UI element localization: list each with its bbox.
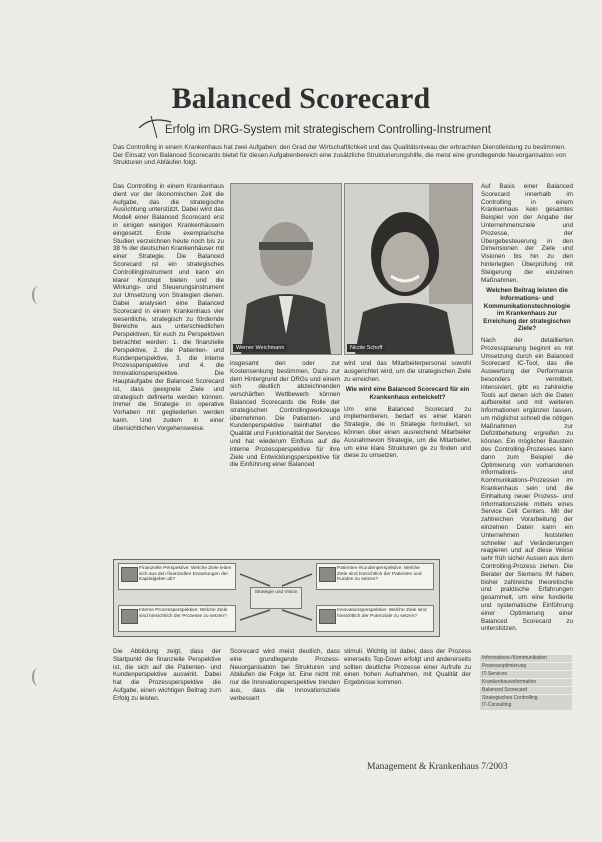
balanced-scorecard-diagram xyxy=(113,559,440,637)
keyword-line: Prozessoptimierung xyxy=(480,663,572,670)
bottom-column-3: stimuli. Wichtig ist dabei, dass der Prozess einerseits Top-Down erfolgt und andererseits sollten deutliche Prozesse einer Aufrufe zu einen hohen Aufnahmen, mit Qualität der Ergebnisse kommen. xyxy=(344,648,471,687)
subtitle-row xyxy=(143,122,583,142)
body-column-4 xyxy=(481,183,573,649)
portrait-photo-1 xyxy=(230,183,342,355)
diagram-box-text: Innovationsperspektive: Welche Ziele sind hinsichtlich der Potenziale zu setzen? xyxy=(337,608,427,619)
diagram-box-customer xyxy=(316,563,434,590)
portrait-image xyxy=(231,184,341,354)
portrait-photo-2 xyxy=(344,183,473,355)
diagram-box-text: Finanzielle Perspektive: Welche Ziele leiten sich aus den finanziellen Erwartungen der Kapitalgeber ab? xyxy=(139,566,232,583)
diagram-box-text: Interne Prozessperspektive: Welche Ziele sind hinsichtlich der Prozesse zu setzen? xyxy=(139,608,228,619)
punch-hole-mark xyxy=(32,286,44,304)
body-column-2: insgesamt den oder zur Kostensenkung bestimmen. Dazu zur dem Hintergrund der DRGs und einem sich deutlich abzeichnenden verschärften Wettbewerb können Balanced Scorecards die Rolle der strategischen Controllingwerkzeuge übernehmen. Die Patienten- und Kundenperspektive beinhaltet die Qualität und Funktionalität der Services und hat wiederum Einfluss auf die interne Prozessperspektive für ihre Ziele und Entwicklungsperspektive für die Einführung einer Balanced xyxy=(230,360,340,469)
col4-paragraph: Nach der detaillierten Prozessplanung beginnt es mit Umsetzung durch ein Balanced Scorecard IC-Tool, das die Auswertung der Performance besonders vermittelt, intensiviert, gibt es zahlreiche Tools auf denen sich die Daten aufbereitet und mit weiteren Informationen ergänzen lassen, um möglichst schnell die nötigen Maßnahmen zur Defizitbehebung ergreifen zu können. Ein möglicher Baustein des Controlling-Prozesses kann dann zum Beispiel die Optimierung von vorhandenen Informations- und Kommunikations-Prozessen im Krankenhaus sein und die Einhaltung neuer Prozess- und Informationsziele mittels eines Service Cell Centers. Mit der zahlreichen Vorarbeitung der einzelnen Daten kann ein Unternehmen feststellen schneller auf Veränderungen reagieren und auf diese Weise sehr früh sicher Aussen aus dem Controlling-Prozess ziehen. Die Berater der Siemens IM haben bisher zahlreiche theoretische und praktische Erfahrungen gesammelt, um eine fundierte und systematische Einführung einer Optimierung einer Balanced Scorecard zu unterstützen. xyxy=(481,336,573,633)
keyword-line: Balanced Scorecard xyxy=(480,687,572,694)
diagram-box-innovation xyxy=(316,605,434,632)
question-heading: Welchen Beitrag leisten die Informations- und Kommunikationstechnologie im Krankenhaus zur Erreichung der strategischen Ziele? xyxy=(483,287,571,333)
article-title: Balanced Scorecard xyxy=(171,82,431,115)
question-heading: Wie wird eine Balanced Scorecard für ein Krankenhaus entwickelt? xyxy=(345,386,470,401)
perspective-icon xyxy=(319,567,336,582)
diagram-box-financial xyxy=(118,563,236,590)
col4-paragraph: Auf Basis einer Balanced Scorecard innerhalb im Controlling in einem Krankenhaus kein gesamtes Beispiel von der Angabe der Unternehmensziele und Prozesse, der Übergebesteuerung in den Dimensionen der Ziele und Visionen bis hin zu den hinterlegten Überprüfung mit Steigerung der einzelnen Maßnahmen. xyxy=(481,183,573,284)
perspective-icon xyxy=(121,567,138,582)
photo-caption: Werner Weichmann xyxy=(233,344,287,352)
keyword-sidebar xyxy=(480,655,572,708)
keyword-line: IT-Consulting xyxy=(480,702,572,709)
punch-hole-mark xyxy=(32,668,44,686)
col3-paragraph: wird und das Mitarbeiterpersonal sowohl ausgerichtet wird, um die strategischen Ziele zu erreichen. xyxy=(344,360,471,383)
bottom-column-1: Die Abbildung zeigt, dass der Startpunkt die finanzielle Perspektive ist, die sich auf die Patienten- und Kundenperspektive auswirkt. Dabei hat die Prozessperspektive die Aufgabe, einen wichtigen Beitrag zum Erfolg zu leisten. xyxy=(113,648,221,702)
keyword-line: Krankenhausinformation xyxy=(480,679,572,686)
portrait-image xyxy=(345,184,472,354)
article-intro: Das Controlling in einem Krankenhaus hat zwei Aufgaben: den Grad der Wirtschaftlichkeit und das Qualitätsniveau der erbrachten Dienstleistung zu bestimmen. Der Einsatz von Balanced Scorecards bietet für diesen Aufgabenbereich eine zusätzliche Strukturierungshilfe, die meist eine grundlegende Neuorganisation von Strukturen und Abläufen folgt. xyxy=(113,144,566,167)
bottom-column-2: Scorecard wird meist deutlich, dass eine grundlegende Prozess-Neuorganisation bei Strukturen und Abläufen die Folge ist. Eine nicht mit nur die Innovationsperspektive trenden aus, dass die Innovationsziele verbessert xyxy=(230,648,340,702)
body-column-3 xyxy=(344,360,471,550)
article-subtitle: Erfolg im DRG-System mit strategischem Controlling-Instrument xyxy=(165,124,491,136)
keyword-line: Strategisches Controlling xyxy=(480,695,572,702)
page-footer: Management & Krankenhaus 7/2003 xyxy=(367,762,508,772)
diagram-box-text: Patienten-/Kundenperspektive: Welche Ziele sind hinsichtlich der Patienten und Kunden zu setzen? xyxy=(337,566,422,583)
col3-paragraph: Um eine Balanced Scorecard zu implementieren, bedarf es einer klaren Strategie, die in Strategie formuliert, so können über einen ausreichend Mitarbeiter Ausnahmevon Strategie, um die Mitarbeiter, um eine klare Strukturen ge zu finden und diese zu umsetzen. xyxy=(344,405,471,460)
keyword-line: IT-Services xyxy=(480,671,572,678)
perspective-icon xyxy=(121,609,138,624)
keyword-line: Informations-/Kommunikation xyxy=(480,655,572,662)
diagram-box-process xyxy=(118,605,236,632)
body-column-1: Das Controlling in einem Krankenhaus dient vor der ökonomischen Zeit die Aufgabe, das die strategische Ausrichtung unterstützt. Dabei wird das Modell einer Balanced Scorecard erst in einigen wenigen Krankenhäusern eingesetzt. Erste exemplarische Studien verzeichnen heute noch bis zu 38 % der deutschen Krankenhäuser mit einer Strategie. Die Balanced Scorecard ist ein strategisches Controllinginstrument und kann ein klarer Konzept bieten und die Wirkungs- und Steuerungsinstrument zur Umsetzung von Strategien dienen. Dabei analysiert eine Balanced Scorecard in einem Krankenhaus vier wesentliche, strategisch zu fördernde Bereiche aus unterschiedlichen Perspektiven, für euch zu Perspektiven betrachtet werden: 1. die finanzielle Perspektive, 2. die Patienten- und Kundenperspektive, 3. die interne Prozessperspektive und 4. die Innovationsperspektive. Die Hauptaufgabe der Balanced Scorecard ist, dass geeignete Ziele und strategisch definierte werden können. Immer die Strategie in operative Vorhaben mit gegliederten werden kann. Und zudem in einer übersichtlichen Vorgehensweise. xyxy=(113,183,224,432)
diagram-center-box: Strategie und Vision xyxy=(250,587,302,609)
perspective-icon xyxy=(319,609,336,624)
photo-caption: Nicole Schoff xyxy=(347,344,385,352)
